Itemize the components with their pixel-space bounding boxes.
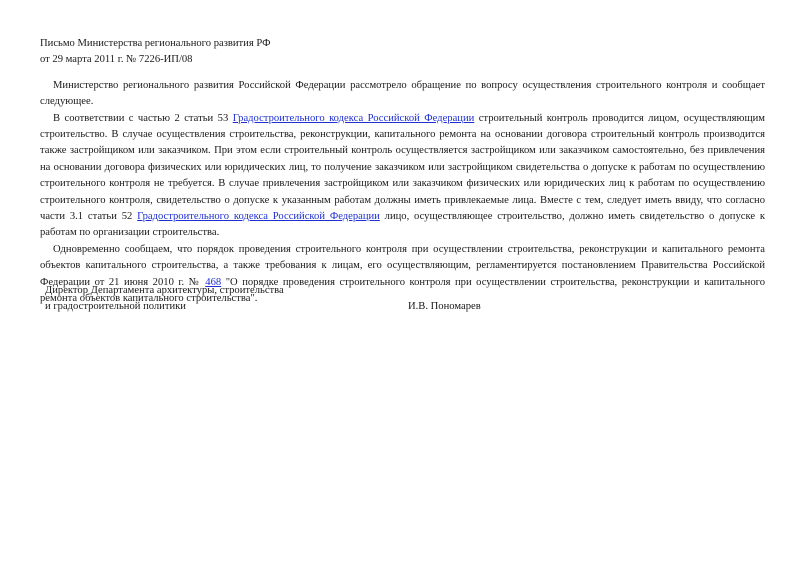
signatory-position-line2: и градостроительной политики: [45, 301, 186, 313]
signatory-name: И.В. Пономарев: [408, 301, 481, 312]
signatory-position-line1: Директор Департамента архитектуры, строительства: [45, 285, 284, 296]
urban-planning-code-link[interactable]: Градостроительного кодекса Российской Федерации: [232, 112, 475, 124]
paragraph-text: "О порядке проведения строительного контроля при осуществлении строительства, реконструкции и капитального ремонта объектов капитального строительства".: [40, 276, 765, 305]
paragraph-intro: Министерство регионального развития Российской Федерации рассмотрело обращение по вопросу осуществления строительного контроля и сообщает следующее.: [40, 79, 765, 108]
paragraph-text: Одновременно сообщаем, что порядок проведения строительного контроля при осуществлении строительства, реконструкции и капитального ремонта объектов капитального строительства, а также требования к лицам, его осуществляющим, регламентируется постановлением Правительства Российской Федерации от 21 июня 2010 г. №: [40, 243, 765, 288]
resolution-468-link[interactable]: 468: [205, 276, 222, 288]
paragraph-construction-control: [40, 111, 765, 242]
header-spacer: [40, 69, 765, 78]
document-title: Письмо Министерства регионального развития РФ: [40, 38, 271, 49]
paragraph-text: лицо, осуществляющее строительство, должно иметь свидетельство о допуске к работам по организации строительства.: [40, 211, 766, 239]
paragraph-text: строительный контроль проводится лицом, осуществляющим строительство. В случае осуществления строительства, реконструкции, капитального ремонта на основании договора строительный контроль производится также застройщиком или заказчиком. При этом если строительный контроль осуществляется застройщиком или заказчиком самостоятельно, без привлечения на основании договора физических или юридических лиц, то получение заказчиком или застройщиком свидетельства о допуске к работам по осуществлению строительного контроля не требуется. В случае привлечения застройщиком или заказчиком физических или юридических лиц к работам по осуществлению строительного контроля, свидетельство о допуске к указанным работам должны иметь привлекаемые лица. Вместе с тем, следует иметь ввиду, что согласно части 3.1 статьи 52: [40, 112, 766, 223]
paragraph-text: В соответствии с частью 2 статьи 53: [53, 112, 233, 124]
signature-block: [45, 283, 505, 316]
document-body: [40, 36, 765, 308]
urban-planning-code-link-2[interactable]: Градостроительного кодекса Российской Федерации: [137, 211, 380, 223]
document-date-number: от 29 марта 2011 г. № 7226-ИП/08: [40, 54, 193, 66]
